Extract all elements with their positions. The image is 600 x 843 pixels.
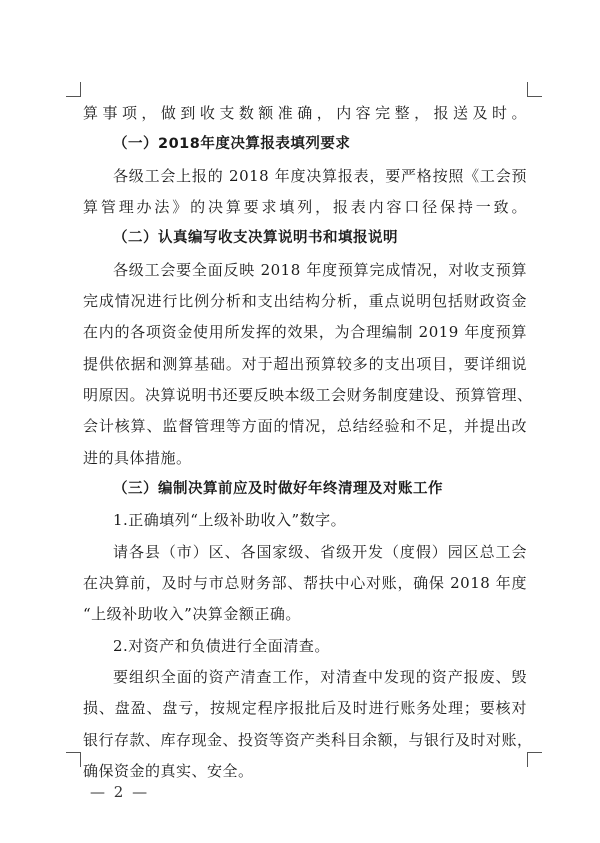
paragraph-line: 在内的各项资金使用所发挥的效果，为合理编制 2019 年度预算	[83, 323, 527, 341]
paragraph-line: “上级补助收入”决算金额正确。	[83, 605, 301, 623]
paragraph-line: 完成情况进行比例分析和支出结构分析，重点说明包括财政资金	[83, 292, 527, 310]
paragraph-line: 要组织全面的资产清查工作，对清查中发现的资产报废、毁	[113, 668, 527, 686]
paragraph-line: 算管理办法》的决算要求填列，报表内容口径保持一致。	[83, 198, 527, 216]
section-heading: （二）认真编写收支决算说明书和填报说明	[113, 230, 398, 246]
paragraph-line: 损、盘盈、盘亏，按规定程序报批后及时进行账务处理；要核对	[83, 699, 527, 717]
paragraph-line: 请各县（市）区、各国家级、省级开发（度假）园区总工会	[113, 543, 527, 561]
paragraph-line: 明原因。决算说明书还要反映本级工会财务制度建设、预算管理、	[83, 386, 533, 404]
paragraph-line: 会计核算、监督管理等方面的情况，总结经验和不足，并提出改	[83, 417, 527, 435]
crop-mark-bottom-left	[66, 752, 81, 767]
page-number: — 2 —	[90, 783, 150, 801]
paragraph-line: 进的具体措施。	[83, 449, 192, 467]
crop-mark-top-left	[66, 82, 81, 97]
paragraph-line: 1.正确填列“上级补助收入”数字。	[113, 511, 347, 529]
section-heading: （一）2018年度决算报表填列要求	[113, 136, 351, 152]
paragraph-line: 在决算前，及时与市总财务部、帮扶中心对账，确保 2018 年度	[83, 574, 527, 592]
paragraph-line: 各级工会要全面反映 2018 年度预算完成情况，对收支预算	[113, 261, 527, 279]
paragraph-line: 算事项，做到收支数额准确，内容完整，报送及时。	[83, 104, 527, 122]
paragraph-line: 确保资金的真实、安全。	[83, 762, 254, 780]
paragraph-line: 提供依据和测算基础。对于超出预算较多的支出项目，要详细说	[83, 355, 527, 373]
paragraph-line: 各级工会上报的 2018 年度决算报表，要严格按照《工会预	[113, 167, 527, 185]
section-heading: （三）编制决算前应及时做好年终清理及对账工作	[113, 481, 443, 497]
paragraph-line: 银行存款、库存现金、投资等资产类科目余额，与银行及时对账，	[83, 731, 533, 749]
crop-mark-top-right	[527, 82, 542, 97]
crop-mark-bottom-right	[527, 752, 542, 767]
paragraph-line: 2.对资产和负债进行全面清查。	[113, 637, 330, 655]
